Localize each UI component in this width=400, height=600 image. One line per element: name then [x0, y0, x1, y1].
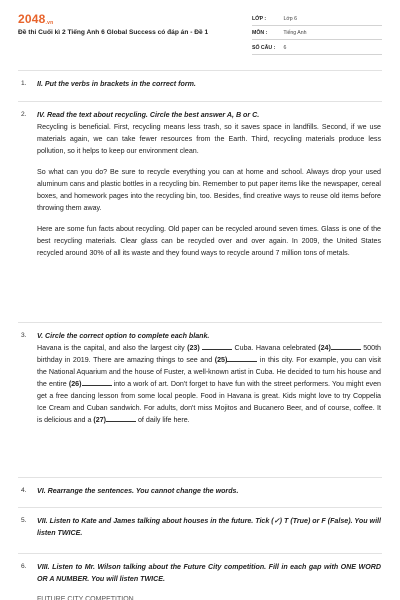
section-divider: [18, 101, 382, 102]
logo-sub: .vn: [45, 20, 54, 26]
document-title: Đề thi Cuối kì 2 Tiếng Anh 6 Global Success có đáp án - Đề 1: [18, 29, 209, 36]
cloze-text: 500th birthday in 2019. There are amazing things to see and: [37, 344, 381, 364]
meta-divider: [252, 25, 382, 26]
section-divider: [18, 322, 382, 323]
question-number: 3.: [21, 332, 27, 339]
answer-blank[interactable]: [82, 379, 112, 386]
answer-blank[interactable]: [227, 355, 257, 362]
question-number: 6.: [21, 563, 27, 570]
reading-paragraph-2: So what can you do? Be sure to recycle everything you can at home and school. Always drop your used aluminum cans and plastic bottles in a recycling bin. Remember to put paper items like the newspaper, cereal boxes, and homework pages into the recycling bin, too. Besides, find creative ways to reuse old items before throwing them away.: [37, 168, 381, 212]
document-header: [0, 0, 400, 60]
site-logo[interactable]: [18, 12, 53, 26]
meta-class: [252, 16, 382, 22]
cloze-text: Cuba. Havana celebrated: [232, 344, 319, 352]
meta-subject: [252, 30, 382, 36]
question-heading: VII. Listen to Kate and James talking about houses in the future. Tick (✓) T (True) or F (False). You will listen TWICE.: [37, 517, 381, 537]
answer-blank[interactable]: [331, 343, 361, 350]
meta-value: 6: [283, 45, 287, 51]
logo-main: 2048: [18, 12, 46, 26]
blank-number: (27): [93, 416, 107, 424]
meta-divider: [252, 39, 382, 40]
cloze-text: Havana is the capital, and also the largest city: [37, 344, 188, 352]
cloze-paragraph: [37, 342, 381, 426]
question-heading: II. Put the verbs in brackets in the correct form.: [37, 80, 196, 88]
meta-label: LỚP :: [252, 16, 267, 22]
section-divider: [18, 70, 382, 71]
question-number: 5.: [21, 517, 27, 524]
meta-label: MÔN :: [252, 30, 268, 36]
section-divider: [18, 553, 382, 554]
cutoff-heading: FUTURE CITY COMPETITION: [37, 596, 134, 600]
meta-value: Lớp 6: [283, 16, 297, 22]
answer-blank[interactable]: [106, 415, 136, 422]
question-heading: VI. Rearrange the sentences. You cannot change the words.: [37, 487, 239, 495]
meta-label: SỐ CÂU :: [252, 45, 276, 51]
reading-paragraph-1: Recycling is beneficial. First, recycling means less trash, so it saves space in landfills. Second, if we use materials again, we can take fewer resources from the Earth. Third, recycling materials produce less pollution, so it helps to keep our environment clean.: [37, 123, 381, 155]
question-number: 1.: [21, 80, 27, 87]
blank-number: (25): [214, 356, 228, 364]
question-heading: V. Circle the correct option to complete each blank.: [37, 332, 210, 340]
reading-paragraph-3: Here are some fun facts about recycling. Old paper can be recycled around seven times. Glass is one of the best recycling materials. Clear glass can be recycled over and over again. In 2009, the United States recycled around 30% of all its waste and they found ways to recycle around 7 million tons of metals.: [37, 225, 381, 257]
blank-number: (26): [68, 380, 82, 388]
cloze-text: of daily life here.: [136, 416, 190, 424]
meta-divider: [252, 54, 382, 55]
cloze-text: into a work of art. Don't forget to have fun with the street performers. You might even get a free dancing lesson from some local people. Food in Havana is great. Kids might love to try Coppelia Ice Cream and Cuban sandwich. For adults, don't miss Mojitos and Bucanero Beer, and of course, coffee. It is delicious and a: [37, 380, 381, 424]
meta-question-count: [252, 45, 382, 51]
section-divider: [18, 507, 382, 508]
question-number: 4.: [21, 487, 27, 494]
blank-number: (23): [187, 344, 200, 352]
question-number: 2.: [21, 111, 27, 118]
question-heading: IV. Read the text about recycling. Circle the best answer A, B or C.: [37, 111, 260, 119]
meta-value: Tiếng Anh: [283, 30, 307, 36]
blank-number: (24): [318, 344, 331, 352]
question-heading: VIII. Listen to Mr. Wilson talking about the Future City competition. Fill in each gap with ONE WORD OR A NUMBER. You will listen TWICE.: [37, 563, 381, 583]
answer-blank[interactable]: [202, 343, 232, 350]
section-divider: [18, 477, 382, 478]
cloze-text: in this city. For example, you can visit the National Aquarium and the house of Fuster, a well-known artist in Cuba. He decided to turn his house and the entire: [37, 356, 381, 388]
